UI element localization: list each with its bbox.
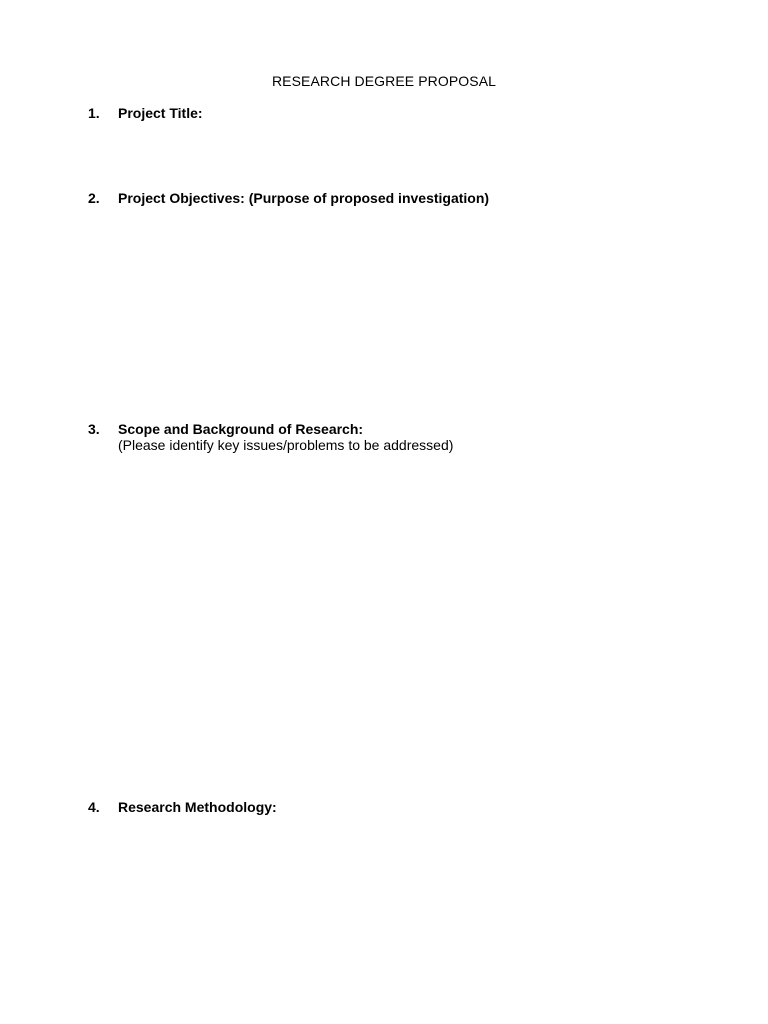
section-heading: Scope and Background of Research:	[118, 421, 364, 437]
section-number: 4.	[88, 799, 100, 815]
page-title: RESEARCH DEGREE PROPOSAL	[271, 73, 497, 89]
section-note: (Please identify key issues/problems to be addressed)	[118, 437, 454, 453]
section-number: 2.	[88, 190, 100, 206]
section-number: 3.	[88, 421, 100, 437]
section-heading: Research Methodology:	[118, 799, 277, 815]
section-heading: Project Title:	[118, 105, 203, 121]
section-number: 1.	[88, 105, 100, 121]
section-heading: Project Objectives: (Purpose of proposed investigation)	[118, 190, 490, 206]
